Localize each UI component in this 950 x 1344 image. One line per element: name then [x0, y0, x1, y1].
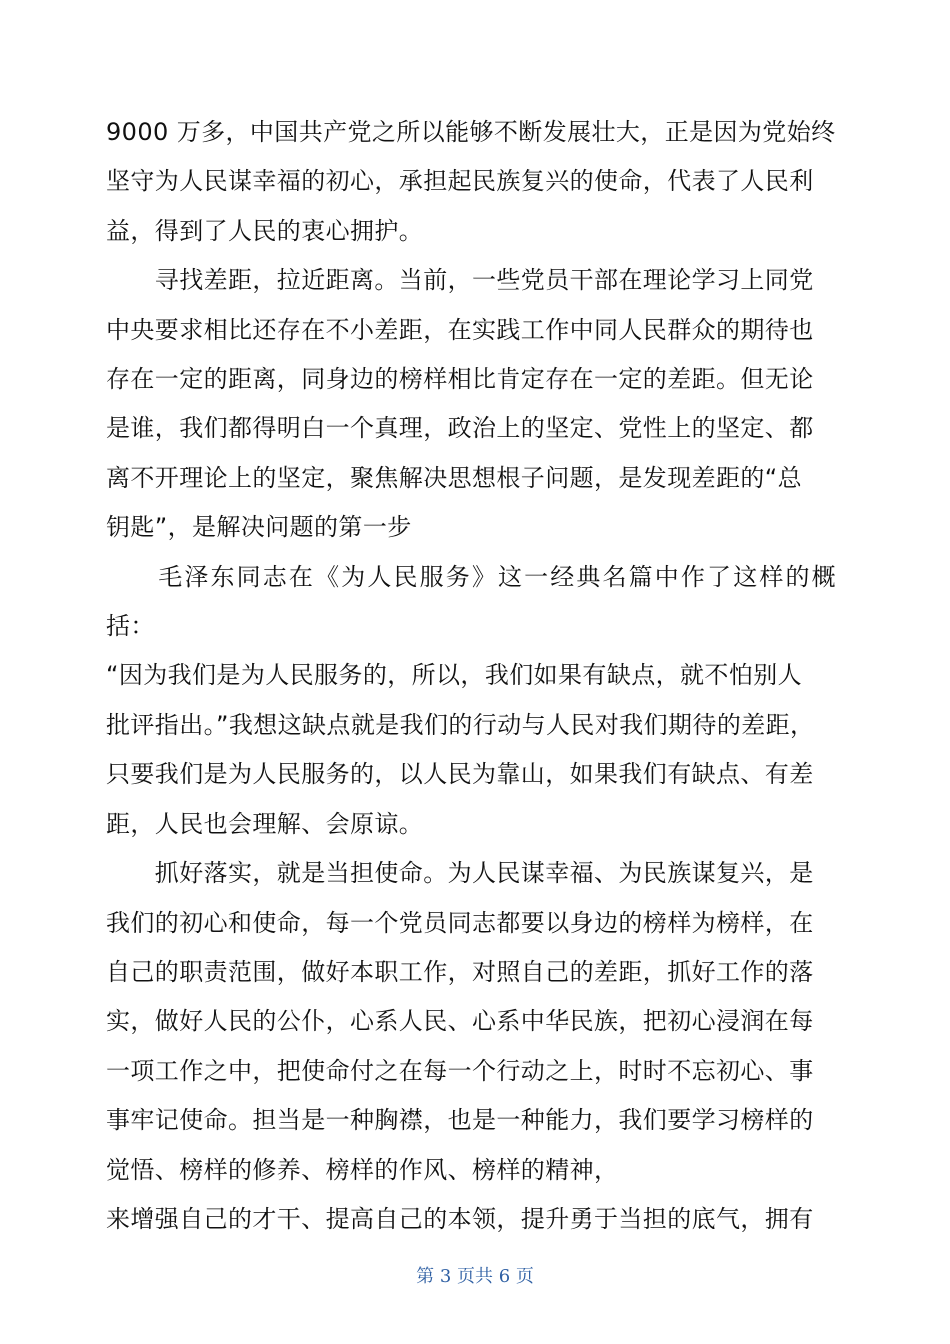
paragraph-3: 毛泽东同志在《为人民服务》这一经典名篇中作了这样的概括： “因为我们是为人民服务的，所以，我们如果有缺点，就不怕别人 批评指出。”我想这缺点就是我们的行动与人民对我们期待的差距， 只要我们是为人民服务的，以人民为靠山，如果我们有缺点、有差 距，人民也会理解、会原谅。	[106, 562, 836, 838]
paragraph-4: 抓好落实，就是当担使命。为人民谋幸福、为民族谋复兴，是 我们的初心和使命，每一个党员同志都要以身边的榜样为榜样，在 自己的职责范围，做好本职工作，对照自己的差距，抓好工作的落 实，做好人民的公仆，心系人民、心系中华民族，把初心浸润在每 一项工作之中，把使命付之在每一个行动之上，时时不忘初心、事 事牢记使命。担当是一种胸襟，也是一种能力，我们要学习榜样的 觉悟、榜样的修养、榜样的作风、榜样的精神， 来增强自己的才干、提高自己的本领，提升勇于当担的底气，拥有	[106, 859, 814, 1233]
page-number-footer: 第 3 页共 6 页	[416, 1266, 534, 1287]
paragraph-1: 9000 万多，中国共产党之所以能够不断发展壮大，正是因为党始终 坚守为人民谋幸福的初心，承担起民族复兴的使命，代表了人民利 益，得到了人民的衷心拥护。	[106, 118, 836, 245]
document-body	[106, 108, 836, 1244]
paragraph-2: 寻找差距，拉近距离。当前，一些党员干部在理论学习上同党 中央要求相比还存在不小差距，在实践工作中同人民群众的期待也 存在一定的距离，同身边的榜样相比肯定存在一定的差距。但无论 是谁，我们都得明白一个真理，政治上的坚定、党性上的坚定、都 离不开理论上的坚定，聚焦解决思想根子问题，是发现差距的“总 钥匙”，是解决问题的第一步	[106, 266, 814, 542]
